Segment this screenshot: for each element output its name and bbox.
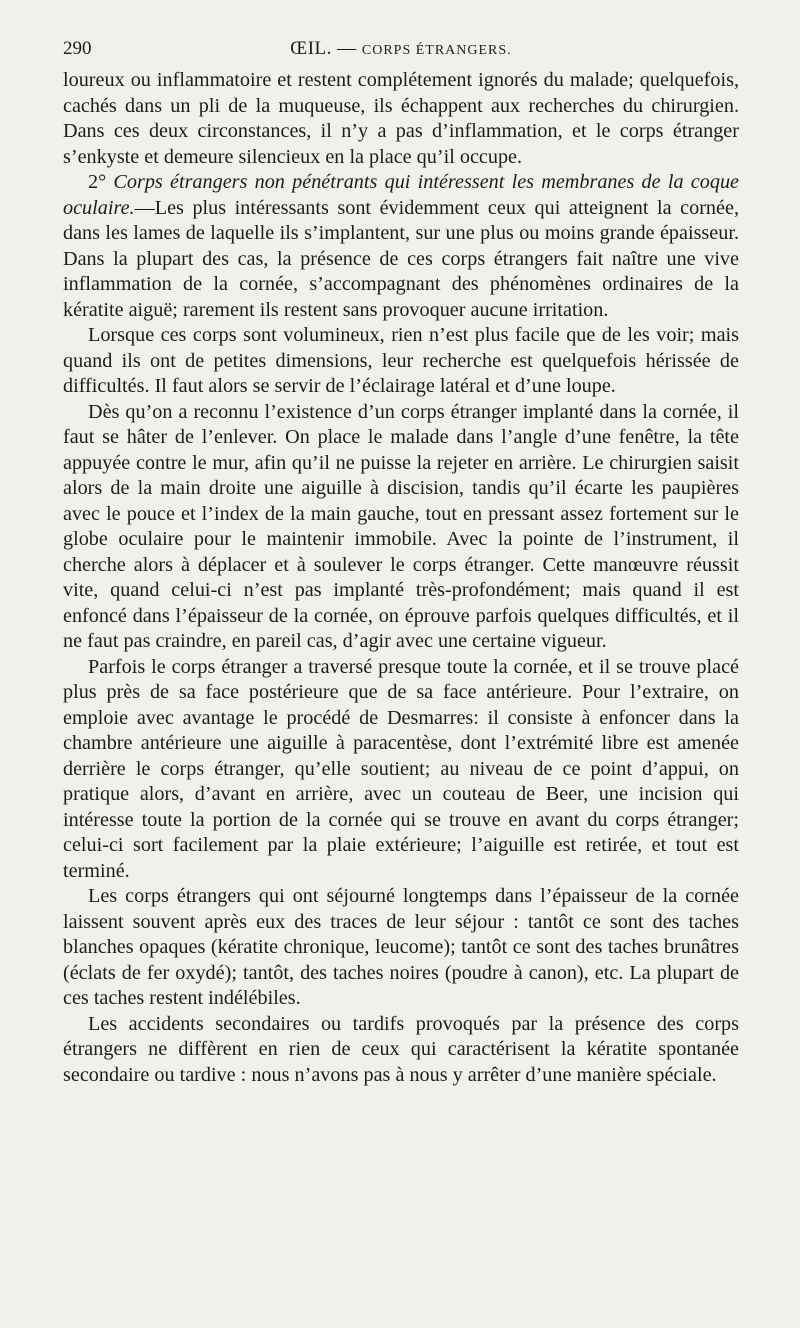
text-run: Les accidents secondaires ou tardifs provoqués par la présence des corps étrangers ne diffèrent en rien de ceux qui caractérisent la kératite spontanée secondaire ou tardive : nous n’avons pas à nous y arrêter d’une manière spéciale. bbox=[63, 1012, 739, 1086]
body-text bbox=[63, 68, 739, 1088]
running-header bbox=[63, 38, 739, 68]
paragraph-2 bbox=[63, 170, 739, 323]
paragraph-7 bbox=[63, 1012, 739, 1089]
running-title-main: ŒIL. — bbox=[290, 38, 362, 59]
text-run: Parfois le corps étranger a traversé presque toute la cornée, et il se trouve placé plus près de sa face postérieure que de sa face antérieure. Pour l’extraire, on emploie avec avantage le procédé de Desmarres: il consiste à enfoncer dans la chambre antérieure une aiguille à paracentèse, dont l’extrémité libre est amenée derrière le corps étranger, qu’elle soutient; au niveau de ce point d’appui, on pratique alors, d’avant en arrière, avec un couteau de Beer, une incision qui intéresse toute la portion de la cornée qui se trouve en avant du corps étranger; celui-ci sort facilement par la plaie extérieure; l’aiguille est retirée, et tout est terminé. bbox=[63, 655, 739, 882]
text-run: 2° bbox=[88, 171, 114, 193]
text-run: Les corps étrangers qui ont séjourné longtemps dans l’épaisseur de la cornée laissent souvent après eux des traces de leur séjour : tantôt ce sont des taches blanches opaques (kératite chronique, leucome); tantôt ce sont des taches brunâtres (éclats de fer oxydé); tantôt, des taches noires (poudre à canon), etc. La plupart de ces taches restent indélébiles. bbox=[63, 885, 739, 1009]
paragraph-1 bbox=[63, 68, 739, 170]
text-run: Dès qu’on a reconnu l’existence d’un corps étranger implanté dans la cornée, il faut se hâter de l’enlever. On place le malade dans l’angle d’une fenêtre, la tête appuyée contre le mur, afin qu’il ne puisse la rejeter en arrière. Le chirurgien saisit alors de la main droite une aiguille à discision, tandis qu’il écarte les paupières avec le pouce et l’index de la main gauche, tout en pressant assez fortement sur le globe oculaire pour le maintenir immobile. Avec la pointe de l’instrument, il cherche alors à déplacer et à soulever le corps étranger. Cette manœuvre réussit vite, quand celui-ci n’est pas implanté très-profondément; mais quand il est enfoncé dans l’épaisseur de la cornée, on éprouve parfois quelques difficultés, et il ne faut pas craindre, en pareil cas, d’agir avec une certaine vigueur. bbox=[63, 400, 739, 652]
paragraph-3 bbox=[63, 323, 739, 400]
text-run: Lorsque ces corps sont volumineux, rien n’est plus facile que de les voir; mais quand ils ont de petites dimensions, leur recherche est quelquefois hérissée de difficultés. Il faut alors se servir de l’éclairage latéral et d’une loupe. bbox=[63, 324, 739, 397]
running-title-small-caps: CORPS ÉTRANGERS. bbox=[361, 43, 512, 58]
text-run: loureux ou inflammatoire et restent complétement ignorés du malade; quelquefois, cachés dans un pli de la muqueuse, ils échappent aux recherches du chirurgien. Dans ces deux circonstances, il n’y a pas d’inflammation, et le corps étranger s’enkyste et demeure silencieux en la place qu’il occupe. bbox=[63, 69, 739, 168]
running-title bbox=[63, 38, 739, 60]
page-number: 290 bbox=[63, 38, 92, 59]
text-run: —Les plus intéressants sont évidemment ceux qui atteignent la cornée, dans les lames de laquelle ils s’implantent, sur une plus ou moins grande épaisseur. Dans la plupart des cas, la présence de ces corps étrangers fait naître une vive inflammation de la cornée, s’accompagnant des phénomènes ordinaires de la kératite aiguë; rarement ils restent sans provoquer aucune irritation. bbox=[63, 196, 739, 321]
italic-heading: Corps étrangers non pénétrants qui intéressent les membranes de la coque oculaire. bbox=[63, 171, 739, 219]
paragraph-5 bbox=[63, 655, 739, 885]
paragraph-4 bbox=[63, 400, 739, 655]
paragraph-6 bbox=[63, 884, 739, 1012]
document-page bbox=[63, 38, 739, 1088]
